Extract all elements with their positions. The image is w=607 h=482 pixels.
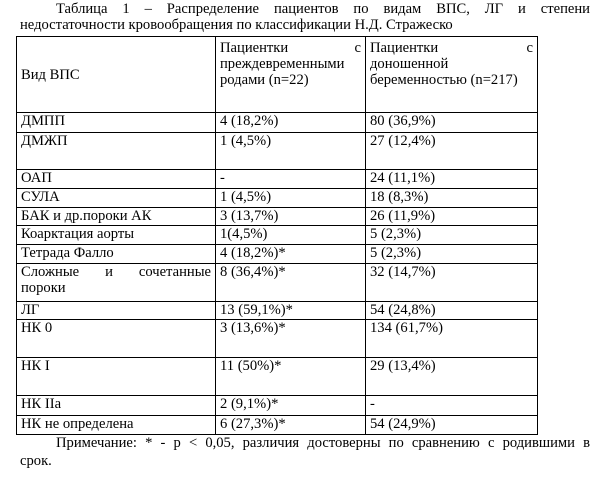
table-note	[20, 434, 590, 470]
cell-defect: НК I	[17, 358, 216, 396]
cell-preterm: 4 (18,2%)	[216, 113, 366, 133]
table-row	[17, 416, 538, 435]
table-row	[17, 189, 538, 208]
table-row	[17, 113, 538, 133]
cell-preterm: 13 (59,1%)*	[216, 302, 366, 320]
cell-defect: НК не определена	[17, 416, 216, 435]
table-row	[17, 133, 538, 170]
cell-preterm: 3 (13,7%)	[216, 208, 366, 226]
table-row	[17, 264, 538, 302]
table-row	[17, 302, 538, 320]
table-row	[17, 358, 538, 396]
header-preterm-rest: преждевременными родами (n=22)	[220, 56, 345, 88]
cell-term: 54 (24,9%)	[366, 416, 538, 435]
header-preterm	[216, 37, 366, 113]
header-term	[366, 37, 538, 113]
cell-term: 29 (13,4%)	[366, 358, 538, 396]
cell-preterm: 6 (27,3%)*	[216, 416, 366, 435]
cell-defect: СУЛА	[17, 189, 216, 208]
cell-preterm: 2 (9,1%)*	[216, 396, 366, 416]
table-row	[17, 320, 538, 358]
data-table	[16, 36, 538, 435]
cell-defect: ДМПП	[17, 113, 216, 133]
cell-preterm: 8 (36,4%)*	[216, 264, 366, 302]
cell-term: -	[366, 396, 538, 416]
table-row	[17, 170, 538, 189]
note-line-1: Примечание: * - p < 0,05, различия достоверны по сравнению с родившими в	[56, 435, 590, 451]
cell-preterm: 1 (4,5%)	[216, 189, 366, 208]
table-caption	[20, 0, 590, 35]
cell-term: 54 (24,8%)	[366, 302, 538, 320]
cell-preterm: 3 (13,6%)*	[216, 320, 366, 358]
cell-defect: ДМЖП	[17, 133, 216, 170]
table-row	[17, 396, 538, 416]
caption-line-2: недостаточности кровообращения по классификации Н.Д. Стражеско	[20, 17, 453, 33]
note-line-2: срок.	[20, 453, 52, 469]
table-row	[17, 226, 538, 245]
cell-term: 80 (36,9%)	[366, 113, 538, 133]
cell-defect: ЛГ	[17, 302, 216, 320]
header-term-line1: Пациентки с	[370, 40, 533, 56]
cell-defect: ОАП	[17, 170, 216, 189]
cell-preterm: 4 (18,2%)*	[216, 245, 366, 264]
cell-preterm: -	[216, 170, 366, 189]
cell-term: 27 (12,4%)	[366, 133, 538, 170]
table-row	[17, 245, 538, 264]
cell-term: 134 (61,7%)	[366, 320, 538, 358]
cell-preterm: 11 (50%)*	[216, 358, 366, 396]
header-preterm-line1: Пациентки с	[220, 40, 361, 56]
cell-preterm: 1(4,5%)	[216, 226, 366, 245]
cell-term: 32 (14,7%)	[366, 264, 538, 302]
cell-term: 5 (2,3%)	[366, 245, 538, 264]
header-term-rest: доношенной беременностью (n=217)	[370, 56, 518, 88]
cell-defect-line1: Сложные и сочетанные	[21, 264, 211, 280]
header-defect-type: Вид ВПС	[17, 37, 216, 113]
cell-term: 24 (11,1%)	[366, 170, 538, 189]
cell-defect: Тетрада Фалло	[17, 245, 216, 264]
cell-term: 5 (2,3%)	[366, 226, 538, 245]
cell-defect: НК IIa	[17, 396, 216, 416]
cell-defect: БАК и др.пороки АК	[17, 208, 216, 226]
cell-defect	[17, 264, 216, 302]
cell-defect: НК 0	[17, 320, 216, 358]
cell-defect-line2: пороки	[21, 280, 66, 296]
cell-term: 18 (8,3%)	[366, 189, 538, 208]
cell-defect: Коарктация аорты	[17, 226, 216, 245]
table-row	[17, 208, 538, 226]
cell-term: 26 (11,9%)	[366, 208, 538, 226]
table-header-row	[17, 37, 538, 113]
caption-line-1: Таблица 1 – Распределение пациентов по видам ВПС, ЛГ и степени	[56, 1, 590, 17]
cell-preterm: 1 (4,5%)	[216, 133, 366, 170]
